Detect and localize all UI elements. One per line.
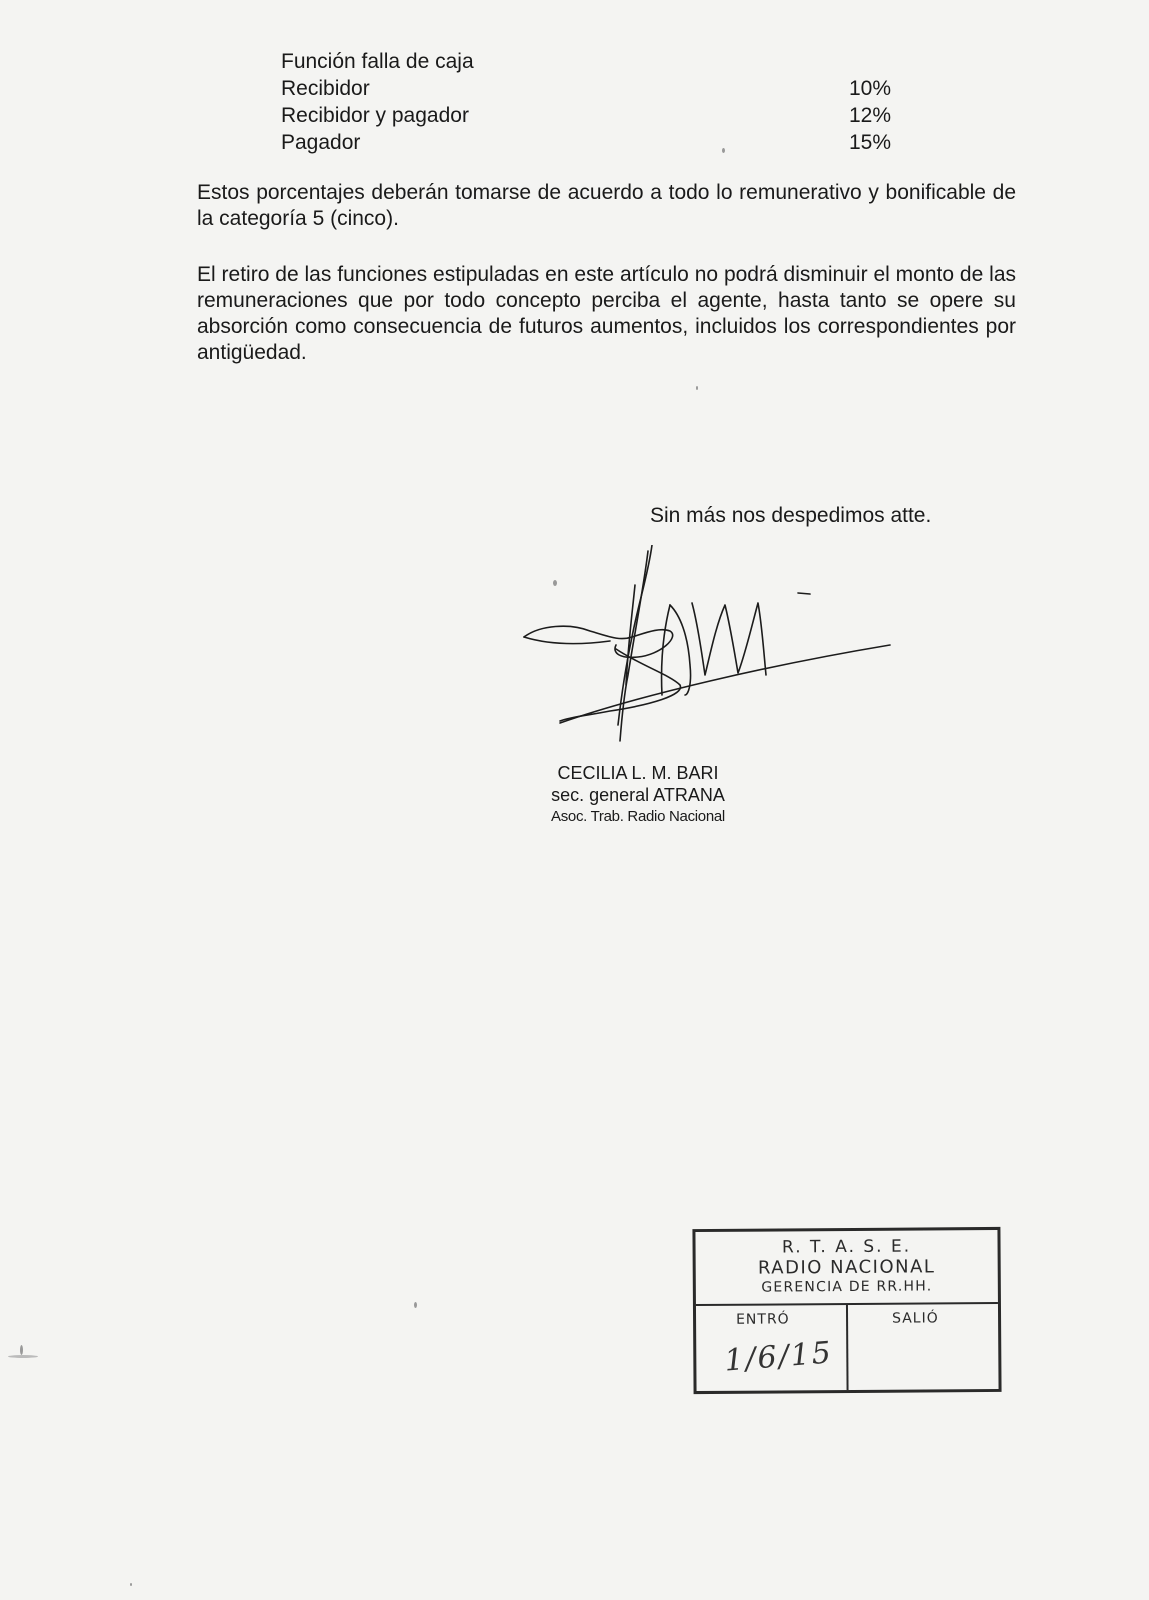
- signer-role: sec. general ATRANA: [551, 785, 725, 805]
- stamp-in-date: 1/6/15: [723, 1335, 835, 1379]
- stamp-body: [696, 1304, 999, 1391]
- stamp-station: RADIO NACIONAL: [757, 1256, 936, 1279]
- stamp-in-label: ENTRÓ: [736, 1311, 790, 1328]
- stamp-header: [695, 1230, 998, 1306]
- scan-speck: [20, 1345, 23, 1355]
- closing-line: Sin más nos despedimos atte.: [650, 504, 932, 527]
- scan-speck: [722, 148, 725, 153]
- stamp-in-column: [696, 1305, 849, 1391]
- stamp-department: GERENCIA DE RR.HH.: [761, 1278, 933, 1296]
- function-list-title: Función falla de caja: [281, 50, 474, 73]
- function-row: [281, 129, 891, 156]
- stamp-out-column: [848, 1304, 999, 1390]
- scan-speck: [414, 1302, 417, 1308]
- function-percent: 15%: [848, 131, 891, 154]
- function-row: [281, 75, 891, 102]
- paragraph-percentages: Estos porcentajes deberán tomarse de acuerdo a todo lo remunerativo y bonificable de la categoría 5 (cinco).: [197, 181, 1016, 230]
- stamp-org: R. T. A. S. E.: [781, 1236, 912, 1258]
- scan-speck: [696, 386, 698, 390]
- function-percent: 10%: [848, 77, 891, 100]
- stamp-out-label: SALIÓ: [892, 1310, 939, 1327]
- signer-association: Asoc. Trab. Radio Nacional: [551, 808, 725, 825]
- function-label: Recibidor y pagador: [281, 104, 469, 127]
- scan-speck: [130, 1583, 132, 1586]
- reception-stamp: [692, 1227, 1001, 1394]
- scan-speck: [8, 1355, 38, 1358]
- signer-name: CECILIA L. M. BARI: [557, 763, 719, 783]
- signer-block: [551, 762, 725, 828]
- function-percent: 12%: [848, 104, 891, 127]
- cash-function-list: [281, 48, 891, 156]
- function-label: Pagador: [281, 131, 361, 154]
- scan-speck: [553, 580, 557, 586]
- function-row: [281, 102, 891, 129]
- function-label: Recibidor: [281, 77, 370, 100]
- paragraph-withdrawal: El retiro de las funciones estipuladas en este artículo no podrá disminuir el monto de las remuneraciones que por todo concepto perciba el agente, hasta tanto se opere su absorción como consecuencia de futuros aumentos, incluidos los correspondientes por antigüedad.: [197, 263, 1016, 364]
- handwritten-signature: [520, 545, 920, 745]
